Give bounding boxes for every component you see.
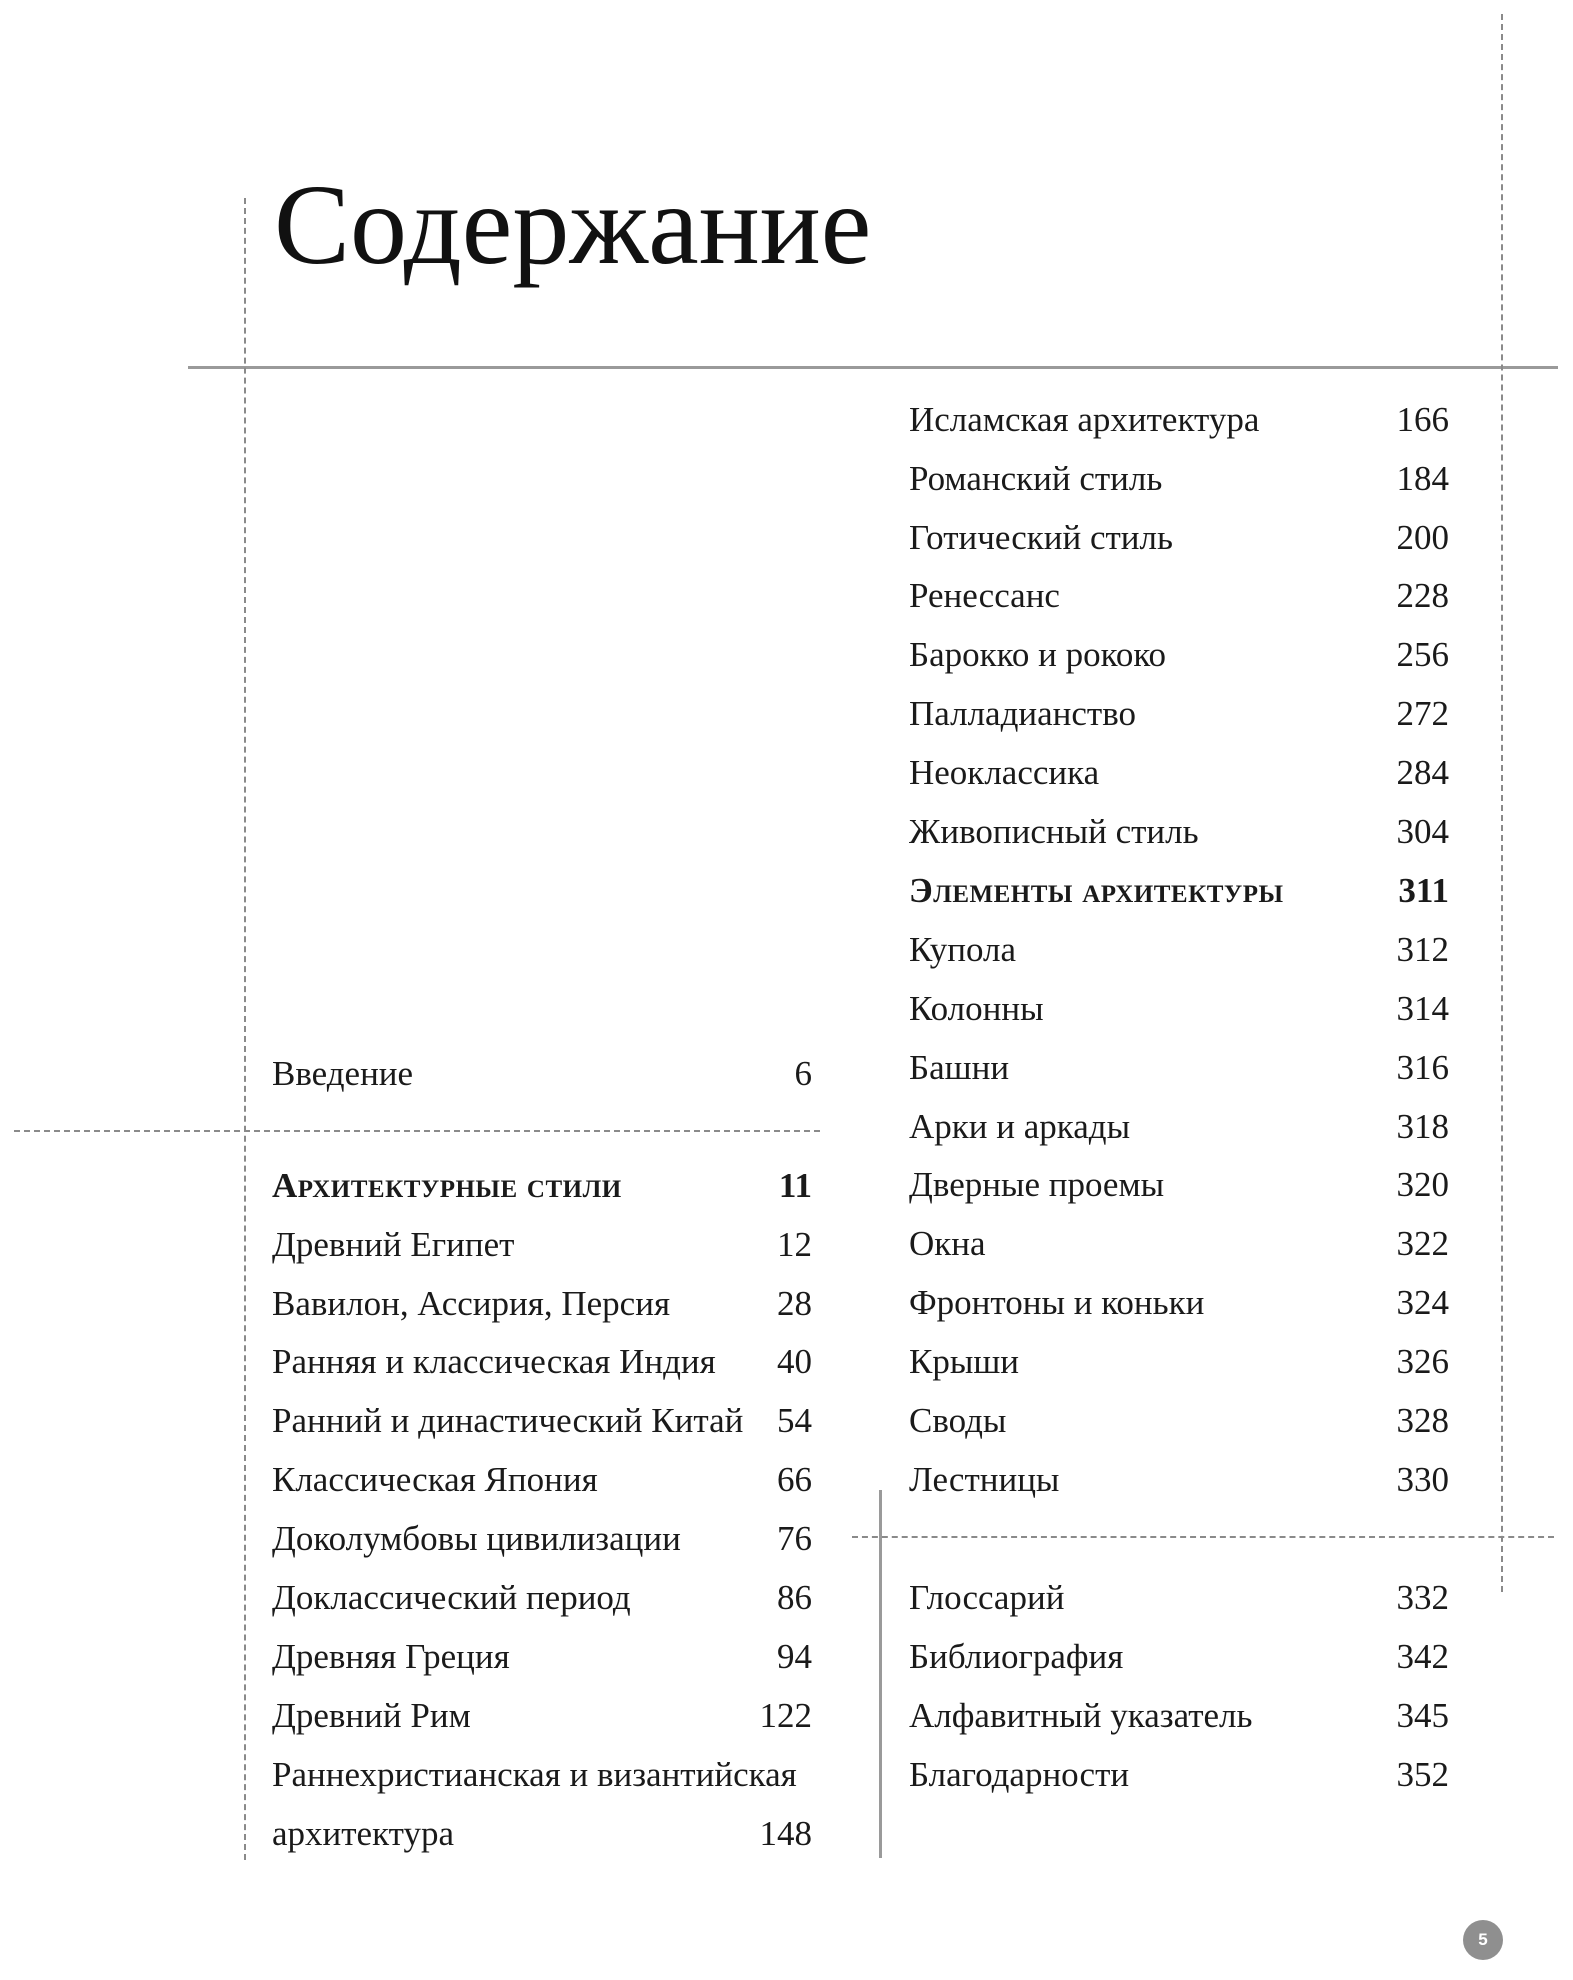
toc-entry[interactable]	[909, 1746, 1449, 1804]
toc-entry-page: 228	[1396, 576, 1449, 615]
toc-entry[interactable]	[272, 1275, 812, 1333]
toc-entry-label: Окна	[909, 1224, 986, 1263]
toc-entry-label: Ранний и династический Китай	[272, 1401, 744, 1440]
toc-entry-intro[interactable]	[272, 1045, 812, 1103]
toc-entry-page: 76	[777, 1519, 812, 1558]
toc-entry[interactable]	[909, 744, 1449, 802]
toc-entry-label: Романский стиль	[909, 459, 1163, 498]
toc-entry-page: 148	[759, 1814, 812, 1853]
toc-entry-page: 304	[1396, 812, 1449, 851]
toc-entry[interactable]	[272, 1746, 812, 1804]
toc-entry-page: 345	[1396, 1696, 1449, 1735]
toc-entry[interactable]	[272, 1569, 812, 1627]
toc-entry[interactable]	[909, 567, 1449, 625]
toc-entry[interactable]	[272, 1687, 812, 1745]
toc-entry[interactable]	[909, 1569, 1449, 1627]
toc-entry-page: 86	[777, 1578, 812, 1617]
toc-entry-label: Алфавитный указатель	[909, 1696, 1253, 1735]
toc-entry-page: 318	[1396, 1107, 1449, 1146]
toc-section-architectural-styles[interactable]	[272, 1157, 812, 1215]
toc-entry[interactable]	[909, 1451, 1449, 1509]
toc-entry-page: 256	[1396, 635, 1449, 674]
toc-entry-label: Живописный стиль	[909, 812, 1199, 851]
toc-entry-label: Крыши	[909, 1342, 1020, 1381]
toc-entry-page: 94	[777, 1637, 812, 1676]
toc-entry[interactable]	[909, 1333, 1449, 1391]
toc-entry-page: 40	[777, 1342, 812, 1381]
toc-entry-page: 352	[1396, 1755, 1449, 1794]
toc-entry-label: Ренессанс	[909, 576, 1060, 615]
toc-entry[interactable]	[272, 1451, 812, 1509]
page-number-badge: 5	[1463, 1920, 1503, 1960]
toc-entry-label: Классическая Япония	[272, 1460, 598, 1499]
toc-entry[interactable]	[272, 1510, 812, 1568]
toc-entry-page: 166	[1396, 400, 1449, 439]
toc-entry-label: Башни	[909, 1048, 1010, 1087]
toc-entry-page: 12	[777, 1225, 812, 1264]
toc-entry[interactable]	[909, 1039, 1449, 1097]
title-rule	[188, 366, 1558, 369]
toc-entry-label: Раннехристианская и византийская	[272, 1755, 797, 1794]
toc-entry[interactable]	[909, 1392, 1449, 1450]
left-guide-vertical	[244, 198, 246, 1860]
toc-entry-label: Древняя Греция	[272, 1637, 510, 1676]
toc-section-label: Архитектурные стили	[272, 1166, 622, 1205]
toc-entry-label: Неоклассика	[909, 753, 1100, 792]
toc-entry[interactable]	[909, 1628, 1449, 1686]
toc-entry-page: 312	[1396, 930, 1449, 969]
toc-entry-label: Ранняя и классическая Индия	[272, 1342, 716, 1381]
toc-entry-label: Арки и аркады	[909, 1107, 1131, 1146]
toc-entry[interactable]	[909, 1156, 1449, 1214]
right-guide-vertical	[1501, 14, 1503, 1592]
toc-entry-page: 184	[1396, 459, 1449, 498]
toc-entry-page: 316	[1396, 1048, 1449, 1087]
toc-entry-label: Библиография	[909, 1637, 1124, 1676]
toc-entry-label: Палладианство	[909, 694, 1137, 733]
toc-entry[interactable]	[909, 1098, 1449, 1156]
toc-entry-label: Барокко и рококо	[909, 635, 1167, 674]
toc-entry-label: Древний Рим	[272, 1696, 471, 1735]
toc-entry-page: 28	[777, 1284, 812, 1323]
toc-section-architectural-elements[interactable]	[909, 862, 1449, 920]
toc-entry-label: Вавилон, Ассирия, Персия	[272, 1284, 671, 1323]
toc-entry[interactable]	[272, 1333, 812, 1391]
toc-entry[interactable]	[909, 685, 1449, 743]
toc-entry-label: Готический стиль	[909, 518, 1173, 557]
toc-entry-page: 54	[777, 1401, 812, 1440]
toc-entry-page: 122	[759, 1696, 812, 1735]
toc-entry[interactable]	[272, 1805, 812, 1863]
toc-entry-label: Благодарности	[909, 1755, 1130, 1794]
toc-entry-label: Доколумбовы цивилизации	[272, 1519, 681, 1558]
toc-entry-label: Древний Египет	[272, 1225, 515, 1264]
toc-entry-label: архитектура	[272, 1814, 455, 1853]
toc-entry-page: 326	[1396, 1342, 1449, 1381]
toc-entry-label: Введение	[272, 1054, 414, 1093]
toc-entry-label: Своды	[909, 1401, 1007, 1440]
toc-entry-page: 284	[1396, 753, 1449, 792]
toc-entry[interactable]	[272, 1216, 812, 1274]
toc-entry-label: Фронтоны и коньки	[909, 1283, 1205, 1322]
toc-entry[interactable]	[909, 450, 1449, 508]
toc-entry-page: 200	[1396, 518, 1449, 557]
toc-entry-page: 320	[1396, 1165, 1449, 1204]
toc-entry-page: 6	[794, 1054, 812, 1093]
toc-entry-page: 332	[1396, 1578, 1449, 1617]
toc-entry[interactable]	[909, 1274, 1449, 1332]
toc-entry[interactable]	[909, 803, 1449, 861]
toc-entry[interactable]	[909, 1687, 1449, 1745]
toc-entry-page: 314	[1396, 989, 1449, 1028]
toc-entry-page: 66	[777, 1460, 812, 1499]
toc-entry[interactable]	[909, 626, 1449, 684]
toc-section-label: Элементы архитектуры	[909, 871, 1284, 910]
toc-section-page: 11	[778, 1166, 812, 1205]
toc-entry[interactable]	[272, 1628, 812, 1686]
intro-divider	[14, 1130, 820, 1132]
toc-entry-label: Доклассический период	[272, 1578, 631, 1617]
toc-entry-page: 342	[1396, 1637, 1449, 1676]
toc-entry-label: Лестницы	[909, 1460, 1060, 1499]
toc-entry-label: Купола	[909, 930, 1016, 969]
toc-entry[interactable]	[909, 509, 1449, 567]
toc-entry-label: Исламская архитектура	[909, 400, 1260, 439]
page-title: Содержание	[274, 161, 872, 288]
toc-entry-page: 322	[1396, 1224, 1449, 1263]
toc-section-page: 311	[1398, 871, 1449, 910]
toc-entry[interactable]	[909, 980, 1449, 1038]
toc-entry-label: Дверные проемы	[909, 1165, 1165, 1204]
toc-entry-page: 328	[1396, 1401, 1449, 1440]
toc-entry-page: 330	[1396, 1460, 1449, 1499]
toc-entry-page: 324	[1396, 1283, 1449, 1322]
toc-entry[interactable]	[909, 391, 1449, 449]
backmatter-divider-horizontal	[852, 1536, 1554, 1538]
backmatter-divider-vertical	[879, 1490, 882, 1858]
toc-entry-page: 272	[1396, 694, 1449, 733]
toc-entry-label: Глоссарий	[909, 1578, 1065, 1617]
toc-entry[interactable]	[909, 1215, 1449, 1273]
toc-entry[interactable]	[272, 1392, 812, 1450]
toc-entry-label: Колонны	[909, 989, 1044, 1028]
toc-entry[interactable]	[909, 921, 1449, 979]
